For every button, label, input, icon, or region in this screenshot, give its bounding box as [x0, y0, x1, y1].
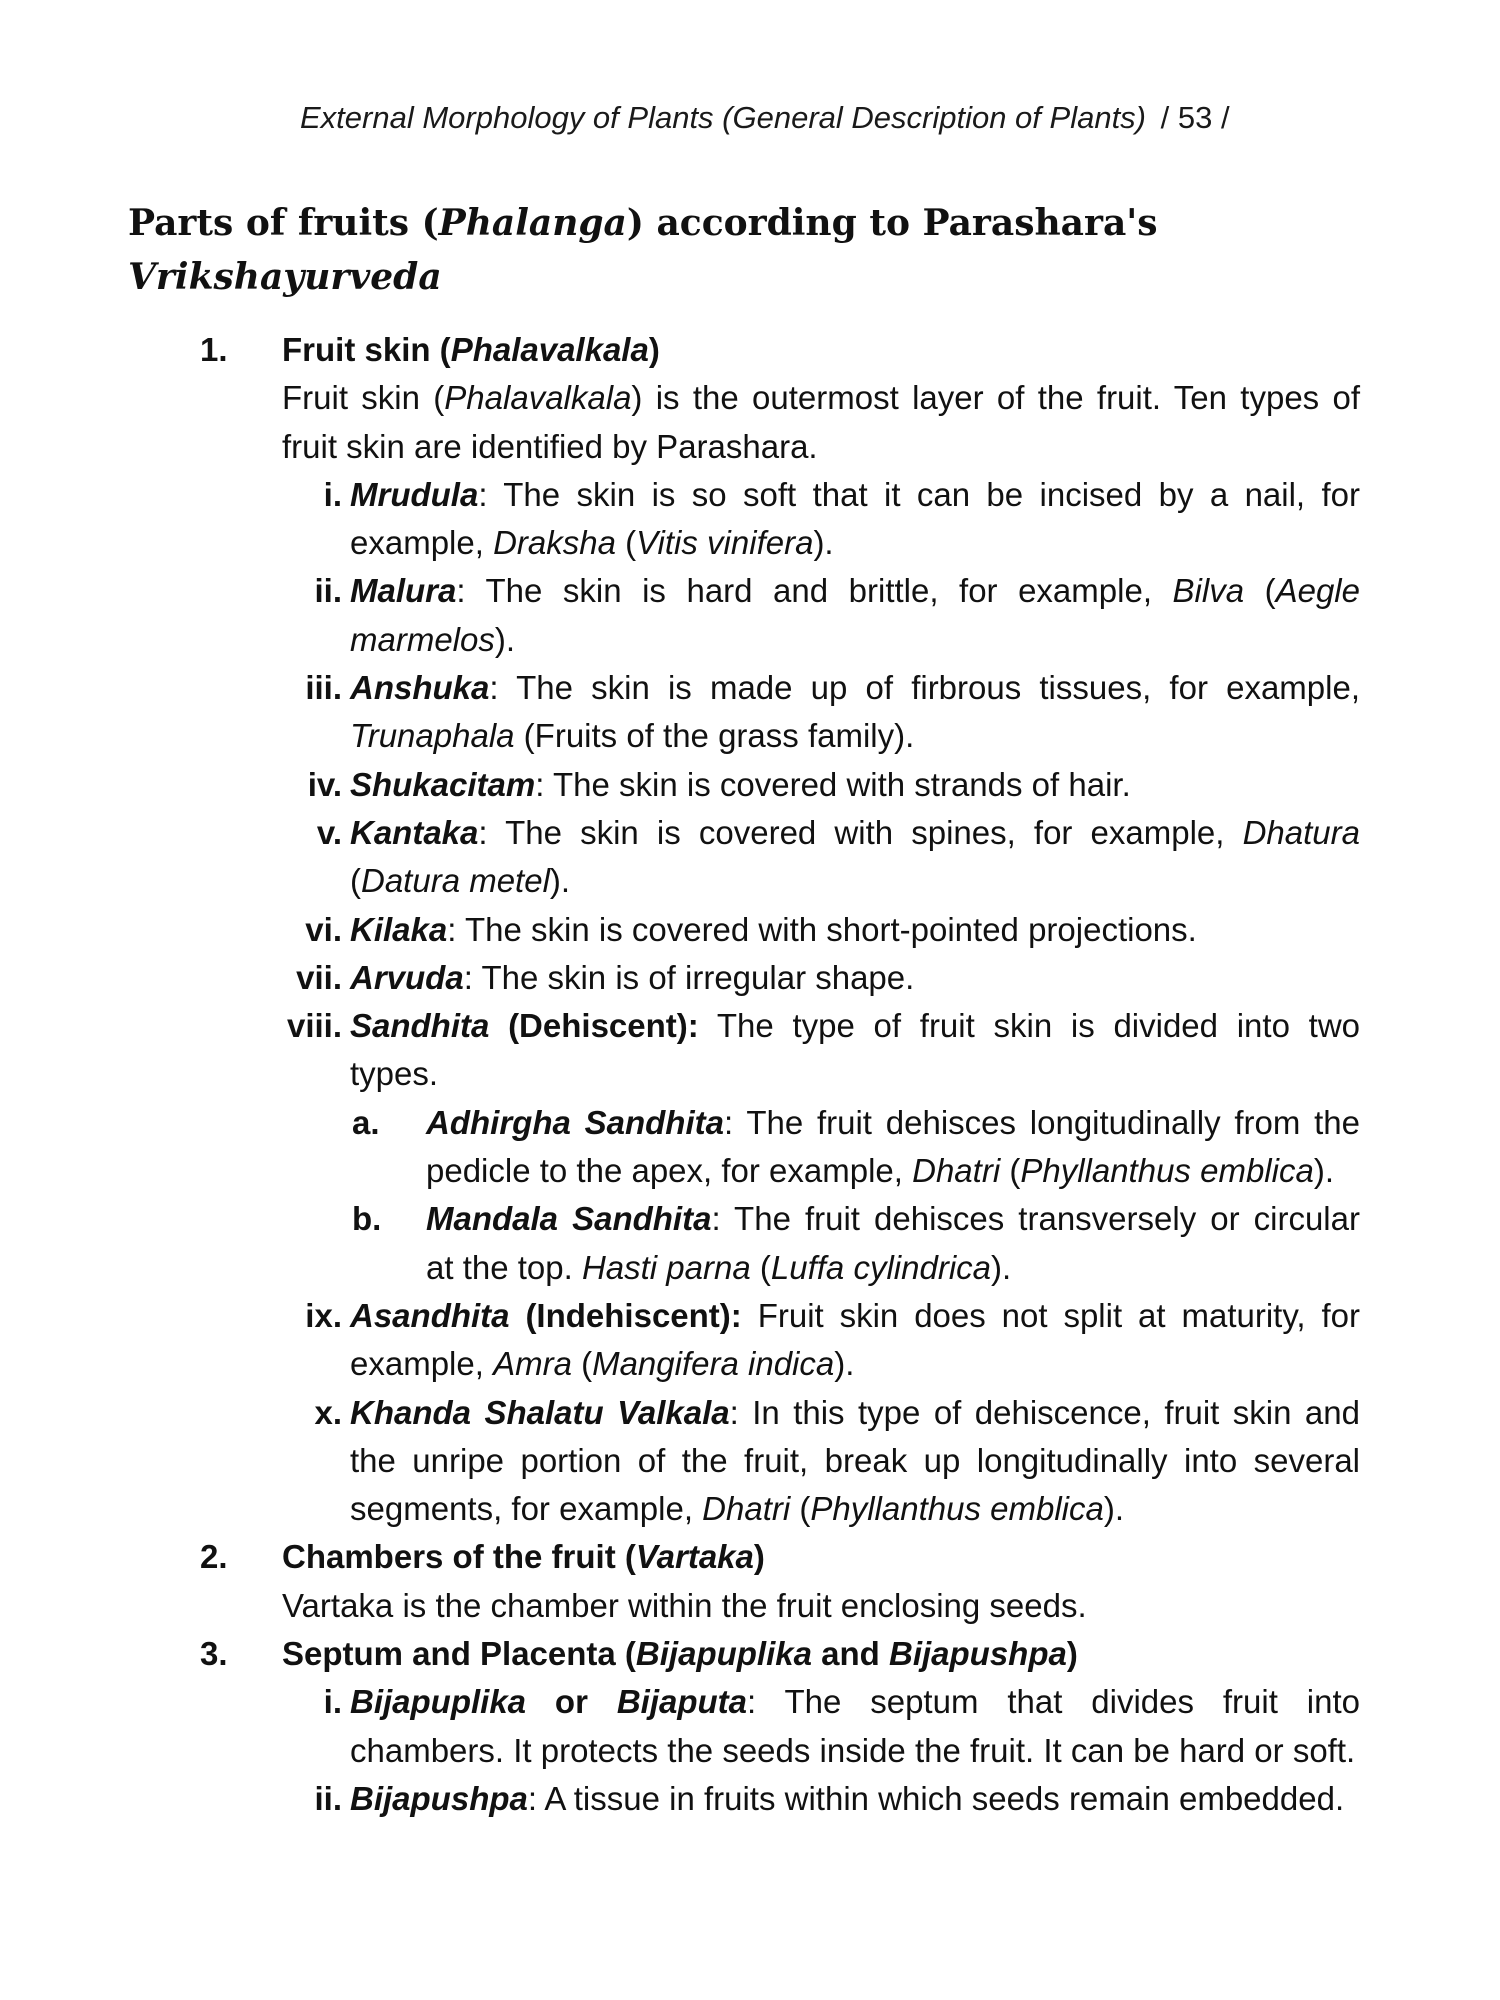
item-number: vii.: [296, 958, 342, 996]
item-number: viii.: [286, 1007, 342, 1045]
list-item: ix. Asandhita (Indehiscent): Fruit skin does not split at maturity, for example, Amra (Mangifera indica).: [270, 1292, 1360, 1389]
section-heading: Chambers of the fruit (Vartaka): [282, 1538, 765, 1576]
sub-list-item: b. Mandala Sandhita: The fruit dehisces transversely or circular at the top. Hasti parna (Luffa cylindrica).: [352, 1195, 1360, 1292]
sub-list-item: a. Adhirgha Sandhita: The fruit dehisces longitudinally from the pedicle to the apex, for example, Dhatri (Phyllanthus emblica).: [352, 1099, 1360, 1196]
section-2: [200, 1533, 1360, 1630]
section-number: 3.: [200, 1635, 228, 1673]
list-item: i. Mrudula: The skin is so soft that it can be incised by a nail, for example, Draksha (Vitis vinifera).: [270, 471, 1360, 568]
page-content: [200, 326, 1360, 1823]
title-text: ) according to Parashara's: [626, 202, 1158, 244]
section-title: [128, 196, 1328, 304]
list-item: v. Kantaka: The skin is covered with spines, for example, Dhatura (Datura metel).: [270, 809, 1360, 906]
section-1: [200, 326, 1360, 471]
list-item: vii. Arvuda: The skin is of irregular shape.: [270, 954, 1360, 1002]
item-number: v.: [316, 813, 342, 851]
section-heading: Septum and Placenta (Bijapuplika and Bijapushpa): [282, 1635, 1078, 1673]
page-number: / 53 /: [1160, 100, 1230, 135]
list-item: ii. Bijapushpa: A tissue in fruits within which seeds remain embedded.: [270, 1775, 1360, 1823]
section-number: 2.: [200, 1538, 228, 1576]
title-text: Parts of fruits (: [128, 202, 439, 244]
section-heading: Fruit skin (Phalavalkala): [282, 331, 660, 368]
item-letter: b.: [352, 1200, 382, 1238]
section-3: [200, 1630, 1360, 1678]
item-number: ii.: [314, 1779, 342, 1817]
running-head: [300, 100, 1340, 136]
item-number: x.: [314, 1393, 342, 1431]
title-italic: Phalanga: [438, 202, 627, 244]
list-item: viii. Sandhita (Dehiscent): The type of fruit skin is divided into two types.: [270, 1002, 1360, 1099]
item-number: iii.: [305, 669, 342, 707]
list-item: vi. Kilaka: The skin is covered with short-pointed projections.: [270, 906, 1360, 954]
running-title: External Morphology of Plants (General Description of Plants): [300, 100, 1147, 135]
item-number: i.: [323, 475, 342, 513]
item-number: i.: [323, 1683, 342, 1721]
list-item: ii. Malura: The skin is hard and brittle, for example, Bilva (Aegle marmelos).: [270, 567, 1360, 664]
list-item: iii. Anshuka: The skin is made up of firbrous tissues, for example, Trunaphala (Fruits of the grass family).: [270, 664, 1360, 761]
item-letter: a.: [352, 1103, 380, 1141]
section-paragraph: Fruit skin (Phalavalkala) is the outermost layer of the fruit. Ten types of fruit skin are identified by Parashara.: [282, 379, 1361, 465]
item-number: vi.: [305, 910, 342, 948]
list-item: x. Khanda Shalatu Valkala: In this type of dehiscence, fruit skin and the unripe portion of the fruit, break up longitudinally into several segments, for example, Dhatri (Phyllanthus emblica).: [270, 1389, 1360, 1534]
list-item: iv. Shukacitam: The skin is covered with strands of hair.: [270, 761, 1360, 809]
section-number: 1.: [200, 331, 228, 368]
title-italic: Vrikshayurveda: [128, 256, 442, 298]
list-item: i. Bijapuplika or Bijaputa: The septum that divides fruit into chambers. It protects the seeds inside the fruit. It can be hard or soft.: [270, 1678, 1360, 1775]
item-number: ii.: [314, 572, 342, 610]
item-number: iv.: [307, 765, 342, 803]
item-number: ix.: [305, 1296, 342, 1334]
section-paragraph: Vartaka is the chamber within the fruit enclosing seeds.: [282, 1586, 1087, 1624]
